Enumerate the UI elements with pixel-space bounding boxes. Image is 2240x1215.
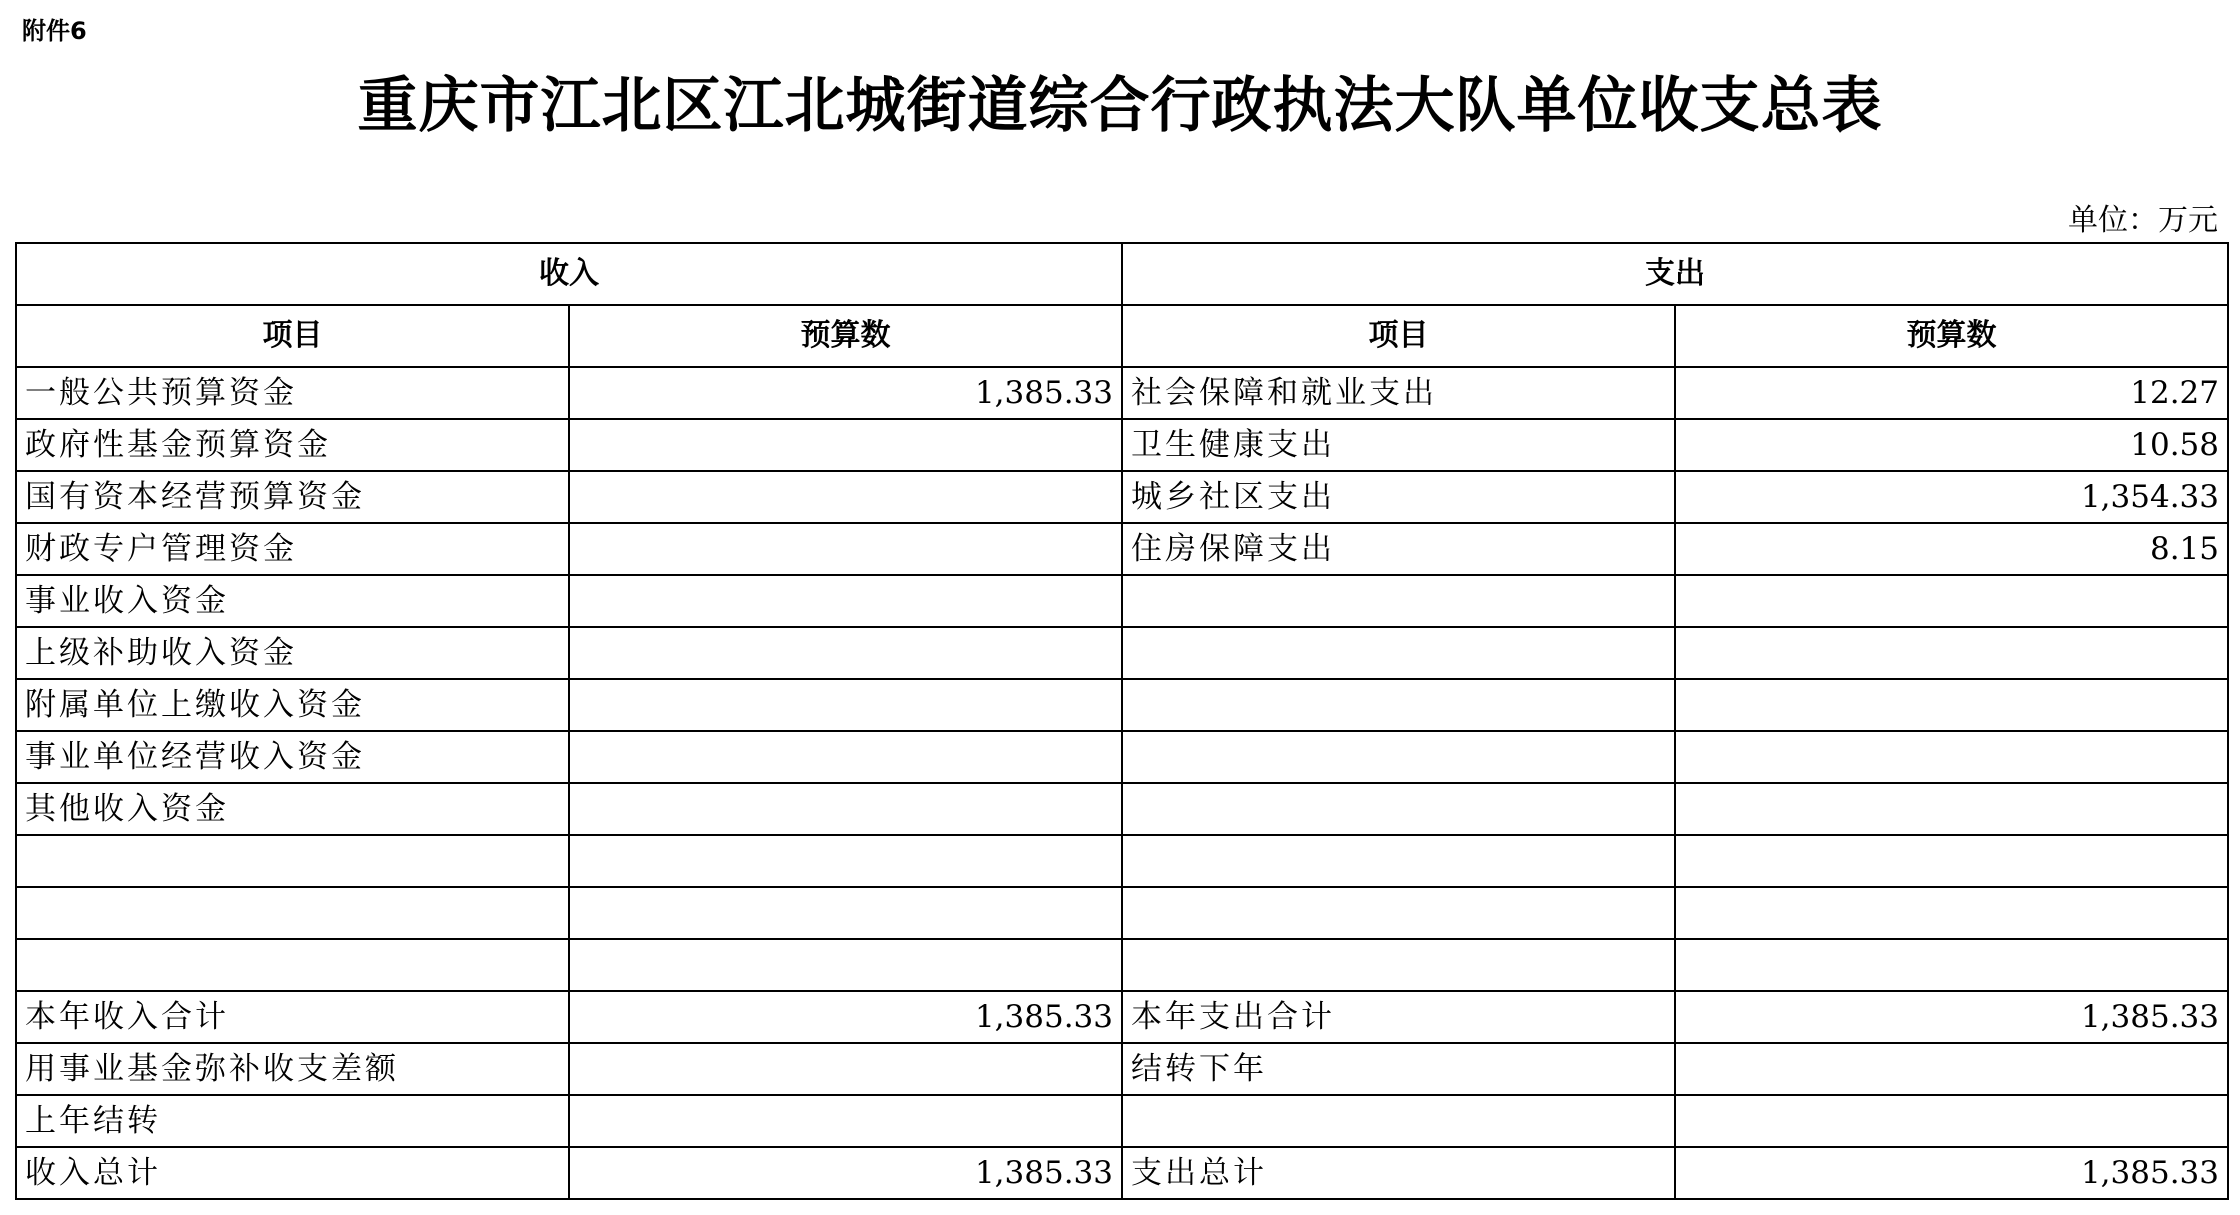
attachment-label: 附件6 bbox=[22, 17, 87, 45]
income-budget-cell bbox=[569, 679, 1122, 731]
expense-item-cell: 住房保障支出 bbox=[1122, 523, 1675, 575]
expense-budget-cell: 1,385.33 bbox=[1675, 1147, 2228, 1199]
expense-budget-cell bbox=[1675, 939, 2228, 991]
income-item-cell: 本年收入合计 bbox=[16, 991, 569, 1043]
table-row bbox=[16, 783, 2228, 835]
income-item-header: 项目 bbox=[16, 305, 569, 367]
income-item-cell: 事业收入资金 bbox=[16, 575, 569, 627]
income-budget-cell bbox=[569, 627, 1122, 679]
group-header-row bbox=[16, 243, 2228, 305]
table-row bbox=[16, 419, 2228, 471]
expense-budget-cell bbox=[1675, 1043, 2228, 1095]
income-item-cell: 事业单位经营收入资金 bbox=[16, 731, 569, 783]
expense-budget-cell bbox=[1675, 835, 2228, 887]
income-budget-cell bbox=[569, 783, 1122, 835]
income-item-cell bbox=[16, 887, 569, 939]
expense-item-cell bbox=[1122, 575, 1675, 627]
expense-item-cell: 结转下年 bbox=[1122, 1043, 1675, 1095]
income-item-cell: 其他收入资金 bbox=[16, 783, 569, 835]
expense-item-header: 项目 bbox=[1122, 305, 1675, 367]
income-budget-cell bbox=[569, 1095, 1122, 1147]
income-budget-cell bbox=[569, 939, 1122, 991]
expense-budget-cell bbox=[1675, 731, 2228, 783]
income-expense-summary-table bbox=[15, 242, 2229, 1200]
income-budget-cell bbox=[569, 887, 1122, 939]
expense-budget-cell: 1,354.33 bbox=[1675, 471, 2228, 523]
income-item-cell: 上级补助收入资金 bbox=[16, 627, 569, 679]
income-budget-cell bbox=[569, 419, 1122, 471]
expense-item-cell bbox=[1122, 731, 1675, 783]
expense-budget-cell bbox=[1675, 783, 2228, 835]
table-row bbox=[16, 835, 2228, 887]
income-item-cell bbox=[16, 835, 569, 887]
table-row bbox=[16, 523, 2228, 575]
expense-budget-cell: 12.27 bbox=[1675, 367, 2228, 419]
expense-item-cell: 支出总计 bbox=[1122, 1147, 1675, 1199]
income-item-cell: 财政专户管理资金 bbox=[16, 523, 569, 575]
table-row bbox=[16, 939, 2228, 991]
income-item-cell: 用事业基金弥补收支差额 bbox=[16, 1043, 569, 1095]
income-group-header: 收入 bbox=[16, 243, 1122, 305]
expense-item-cell bbox=[1122, 627, 1675, 679]
table-row bbox=[16, 1095, 2228, 1147]
income-item-cell: 一般公共预算资金 bbox=[16, 367, 569, 419]
table-row bbox=[16, 367, 2228, 419]
expense-item-cell bbox=[1122, 783, 1675, 835]
expense-item-cell: 卫生健康支出 bbox=[1122, 419, 1675, 471]
expense-item-cell bbox=[1122, 939, 1675, 991]
expense-item-cell bbox=[1122, 1095, 1675, 1147]
income-budget-cell: 1,385.33 bbox=[569, 367, 1122, 419]
income-budget-header: 预算数 bbox=[569, 305, 1122, 367]
expense-item-cell: 社会保障和就业支出 bbox=[1122, 367, 1675, 419]
table-row bbox=[16, 627, 2228, 679]
income-item-cell: 收入总计 bbox=[16, 1147, 569, 1199]
expense-budget-cell bbox=[1675, 627, 2228, 679]
income-budget-cell: 1,385.33 bbox=[569, 991, 1122, 1043]
income-budget-cell: 1,385.33 bbox=[569, 1147, 1122, 1199]
income-item-cell: 上年结转 bbox=[16, 1095, 569, 1147]
expense-group-header: 支出 bbox=[1122, 243, 2228, 305]
table-row bbox=[16, 887, 2228, 939]
table-row bbox=[16, 1147, 2228, 1199]
unit-label: 单位：万元 bbox=[2068, 203, 2218, 238]
expense-budget-cell bbox=[1675, 1095, 2228, 1147]
expense-budget-cell: 1,385.33 bbox=[1675, 991, 2228, 1043]
expense-item-cell bbox=[1122, 835, 1675, 887]
income-item-cell: 国有资本经营预算资金 bbox=[16, 471, 569, 523]
expense-budget-header: 预算数 bbox=[1675, 305, 2228, 367]
income-budget-cell bbox=[569, 523, 1122, 575]
table-body bbox=[16, 243, 2228, 1199]
table-row bbox=[16, 471, 2228, 523]
income-item-cell: 政府性基金预算资金 bbox=[16, 419, 569, 471]
column-header-row bbox=[16, 305, 2228, 367]
expense-budget-cell: 8.15 bbox=[1675, 523, 2228, 575]
income-item-cell: 附属单位上缴收入资金 bbox=[16, 679, 569, 731]
expense-item-cell: 本年支出合计 bbox=[1122, 991, 1675, 1043]
expense-budget-cell bbox=[1675, 679, 2228, 731]
income-budget-cell bbox=[569, 1043, 1122, 1095]
table-row bbox=[16, 991, 2228, 1043]
table-row bbox=[16, 575, 2228, 627]
expense-item-cell: 城乡社区支出 bbox=[1122, 471, 1675, 523]
table-row bbox=[16, 679, 2228, 731]
expense-item-cell bbox=[1122, 679, 1675, 731]
income-item-cell bbox=[16, 939, 569, 991]
page-title: 重庆市江北区江北城街道综合行政执法大队单位收支总表 bbox=[357, 71, 1883, 141]
income-budget-cell bbox=[569, 471, 1122, 523]
expense-budget-cell bbox=[1675, 575, 2228, 627]
income-budget-cell bbox=[569, 575, 1122, 627]
expense-budget-cell bbox=[1675, 887, 2228, 939]
expense-budget-cell: 10.58 bbox=[1675, 419, 2228, 471]
expense-item-cell bbox=[1122, 887, 1675, 939]
table-row bbox=[16, 731, 2228, 783]
income-budget-cell bbox=[569, 835, 1122, 887]
table-row bbox=[16, 1043, 2228, 1095]
income-budget-cell bbox=[569, 731, 1122, 783]
